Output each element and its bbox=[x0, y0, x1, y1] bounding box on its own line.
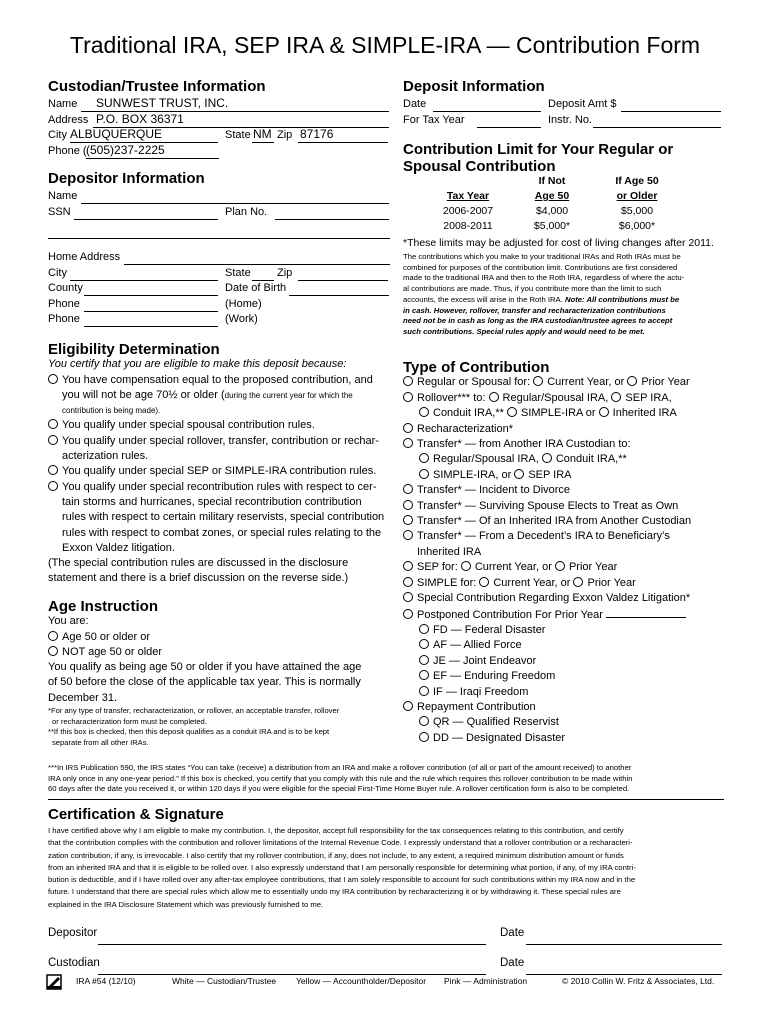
type-qr-radio[interactable] bbox=[419, 716, 429, 726]
type-surviving-spouse-radio[interactable] bbox=[403, 500, 413, 510]
type-heading: Type of Contribution bbox=[403, 359, 550, 376]
copy-white: White — Custodian/Trustee bbox=[172, 976, 277, 986]
type-sep-radio[interactable] bbox=[403, 561, 413, 571]
custodian-heading: Custodian/Trustee Information bbox=[48, 78, 266, 95]
deposit-instr-field[interactable] bbox=[593, 117, 721, 128]
type-transfer-sep-radio[interactable] bbox=[514, 469, 524, 479]
type-je-radio[interactable] bbox=[419, 655, 429, 665]
type-if-radio[interactable] bbox=[419, 686, 429, 696]
type-simple-radio[interactable] bbox=[403, 577, 413, 587]
custodian-zip-value: 87176 bbox=[300, 127, 334, 141]
type-divorce-radio[interactable] bbox=[403, 484, 413, 494]
type-simple-prior-radio[interactable] bbox=[573, 577, 583, 587]
limit-row: 2006-2007 $4,000 $5,000 bbox=[442, 205, 654, 217]
age-not-50-radio[interactable] bbox=[48, 646, 58, 656]
type-transfer-conduit-radio[interactable] bbox=[542, 453, 552, 463]
depositor-home-address-field[interactable] bbox=[124, 254, 390, 265]
type-sep-current-radio[interactable] bbox=[461, 561, 471, 571]
custodian-name-row: Name SUNWEST TRUST, INC. bbox=[48, 97, 390, 113]
type-ef-radio[interactable] bbox=[419, 670, 429, 680]
type-section: Type of Contribution Regular or Spousal for: Current Year, or Prior Year Rollover*** to: Regular/Spousal IRA, SEP IRA, Conduit IRA,** SIMPLE-IRA or Inherited IRA Recharacterization* Transfer* — from Another IRA Custodian to: Regular/Spousal IRA, Conduit IRA,** SIMPLE-IRA, or SEP IRA Transfer* — Incident to Divorce Transfer* — Surviving Spouse Elects to Treat as Own Transfer* — Of an Inherited IRA from Another Custodian Transfer* — From a Decedent’s IRA to Beneficiary’s Inherited IRA SEP for: Current Year, or Prior Year SIMPLE for: Current Year, or Prior Year Special Contribution Regarding Exxon Valdez Litigation* Postponed Contribution For Prior Year FD — Federal Disaster AF — Allied Force JE — Joint Endeavor EF — Enduring Freedom IF — Iraqi Freedom Repayment Contribution QR — Qualified Reservist DD — Designated Disaster bbox=[403, 360, 728, 746]
type-simple-current-radio[interactable] bbox=[479, 577, 489, 587]
type-exxon-radio[interactable] bbox=[403, 592, 413, 602]
custodian-phone-row: Phone ( (505)237-2225 bbox=[48, 144, 390, 160]
type-regular-current-radio[interactable] bbox=[533, 376, 543, 386]
type-af-radio[interactable] bbox=[419, 639, 429, 649]
depositor-name-field[interactable] bbox=[81, 193, 389, 204]
eligibility-sep-simple-radio[interactable] bbox=[48, 465, 58, 475]
depositor-signature-field[interactable] bbox=[98, 934, 486, 945]
custodian-address-row: Address P.O. BOX 36371 bbox=[48, 113, 390, 129]
depositor-extra-line[interactable] bbox=[48, 238, 390, 239]
depositor-date-field[interactable] bbox=[526, 934, 722, 945]
type-rollover-inherited-radio[interactable] bbox=[599, 407, 609, 417]
type-postponed-year-field[interactable] bbox=[606, 607, 686, 618]
copy-yellow: Yellow — Accountholder/Depositor bbox=[296, 976, 427, 986]
eligibility-rollover-radio[interactable] bbox=[48, 435, 58, 445]
eligibility-recontribution-radio[interactable] bbox=[48, 481, 58, 491]
type-sep-prior-radio[interactable] bbox=[555, 561, 565, 571]
limit-table: If Not If Age 50 Tax Year Age 50 or Older 2006-2007 $4,000 $5,000 2008-2011 $5,000* $6,000* bbox=[423, 174, 683, 234]
type-transfer-regular-radio[interactable] bbox=[419, 453, 429, 463]
deposit-heading: Deposit Information bbox=[403, 78, 545, 95]
rollover-note: ***In IRS Publication 590, the IRS states “You can take (receive) a distribution from an IRA and make a rollover contribution (of all or part of the amount received) to another IRA only once in any one-year period.” If this box is checked, you certify that you comply with this rule and the rule which requires this rollover contribution to be made within 60 days after the date you received it, or within 120 days if you were eligible for the special First-Time Home Buyer rule. A rollover certification form is also to be completed. bbox=[48, 763, 633, 794]
custodian-phone-value: (505)237-2225 bbox=[86, 142, 165, 157]
type-dd-radio[interactable] bbox=[419, 732, 429, 742]
age-section: Age Instruction You are: Age 50 or older or NOT age 50 or older You qualify as being age 50 or older if you have attained the age of 50 before the close of the applicable tax year. This is normally December 31. *For any type of transfer, recharacterization, or rollover, an acceptable transfer, rollover or recharacterization form must be completed. **If this box is checked, then this deposit qualifies as a conduit IRA and is to be kept separate from all other IRAs. bbox=[48, 599, 390, 748]
depositor-state-field[interactable] bbox=[252, 270, 274, 281]
eligibility-compensation-radio[interactable] bbox=[48, 374, 58, 384]
custodian-date-field[interactable] bbox=[526, 964, 722, 975]
depositor-plan-field[interactable] bbox=[275, 209, 389, 220]
limit-paragraph: The contributions which you make to your traditional IRAs and Roth IRAs must be combined for purposes of the contribution limit. Contributions are first considered made to the traditional IRA and then to the Roth IRA, regardless of where the actu- al contributions are made. Thus, if you contribute more than the limit to such accounts, the excess will arise in the Roth IRA. Note: All contributions must be in cash. However, rollover, transfer and recharacterization contributions need not be in cash as long as the IRA custodian/trustee agrees to accept such contributions. Special rules apply and would need to be met. bbox=[403, 252, 685, 336]
custodian-city-value: ALBUQUERQUE bbox=[70, 127, 163, 141]
depositor-signature-row: Depositor Date bbox=[48, 926, 728, 942]
depositor-work-phone-field[interactable] bbox=[84, 316, 218, 327]
copy-pink: Pink — Administration bbox=[444, 976, 528, 986]
form-number: IRA #54 (12/10) bbox=[76, 976, 136, 986]
depositor-ssn-field[interactable] bbox=[74, 209, 218, 220]
type-rollover-simple-radio[interactable] bbox=[507, 407, 517, 417]
certification-text: I have certified above why I am eligible to make my contribution. I, the depositor, accept full responsibility for the tax consequences relating to this contribution, and certify that the contribution complies with the contribution and rollover limitations of the Internal Revenue Code. I expressly understand that a rollover contribution or a recharacteri- zation contribution, if any, is irrevocable. I also certify that my rollover contribution, if any, does not include, to any extent, a required minimum distribution amount or funds from an inherited IRA and that it is eligible to be rolled over. I also expressly understand that I am personally responsible for determining what portion, if any, of my IRA contri- bution is deductible, and if I have rolled over any after-tax employee contributions, that I am solely responsible to account for such contributions within my IRA now and in the future. I understand that there are special rules which allow me to essentially undo my IRA contribution by recharacterizing it or by withdrawing it. These special rules are explained in the IRA Disclosure Statement which was previously furnished to me. bbox=[48, 826, 636, 909]
type-transfer-simple-radio[interactable] bbox=[419, 469, 429, 479]
age-heading: Age Instruction bbox=[48, 598, 159, 615]
type-decedent-radio[interactable] bbox=[403, 530, 413, 540]
limit-section: Contribution Limit for Your Regular or Spousal Contribution If Not If Age 50 Tax Year Age 50 or Older 2006-2007 $4,000 $5,000 2008-2011 $5,000* $6,000* *These limits may be adjusted for cost of living changes after 2011. The contributions which you make to your traditional IRAs and Roth IRAs must be combined for purposes of the contribution limit. Contributions are first considered made to the traditional IRA and then to the Roth IRA, regardless of where the actu- al contributions are made. Thus, if you contribute more than the limit to such accounts, the excess will arise in the Roth IRA. Note: All contributions must be in cash. However, rollover, transfer and recharacterization contributions need not be in cash as long as the IRA custodian/trustee agrees to accept such contributions. Special rules apply and would need to be met. bbox=[403, 141, 725, 175]
type-rollover-conduit-radio[interactable] bbox=[419, 407, 429, 417]
depositor-heading: Depositor Information bbox=[48, 170, 205, 187]
custodian-city-row: City ALBUQUERQUE State NM Zip 87176 bbox=[48, 128, 390, 144]
eligibility-section: Eligibility Determination You certify that you are eligible to make this deposit because: You have compensation equal to the proposed contribution, and you will not be age 70½ or older (during the current year for which the contribution is being made). You qualify under special spousal contribution rules. You qualify under special rollover, transfer, contribution or rechar- acterization rules. You qualify under special SEP or SIMPLE-IRA contribution rules. You qualify under special recontribution rules with respect to cer- tain storms and hurricanes, special recontribution contribution rules with respect to certain military reservists, special contribution rules with respect to combat zones, or special rules relating to the Exxon Valdez litigation. (The special contribution rules are discussed in the disclosure statement and there is a brief discussion on the reverse side.) bbox=[48, 342, 390, 587]
type-rollover-regular-radio[interactable] bbox=[489, 392, 499, 402]
deposit-date-field[interactable] bbox=[433, 101, 541, 112]
type-inherited-transfer-radio[interactable] bbox=[403, 515, 413, 525]
custodian-state-value: NM bbox=[253, 127, 272, 141]
depositor-home-phone-field[interactable] bbox=[84, 301, 218, 312]
age-50-or-older-radio[interactable] bbox=[48, 631, 58, 641]
certification-section bbox=[48, 806, 728, 911]
limit-row: 2008-2011 $5,000* $6,000* bbox=[443, 220, 656, 232]
form-title: Traditional IRA, SEP IRA & SIMPLE-IRA — Contribution Form bbox=[69, 32, 701, 58]
custodian-section bbox=[48, 78, 390, 159]
copyright: © 2010 Collin W. Fritz & Associates, Ltd. bbox=[562, 976, 715, 986]
deposit-amount-field[interactable] bbox=[621, 101, 721, 112]
type-transfer-radio[interactable] bbox=[403, 438, 413, 448]
type-rollover-radio[interactable] bbox=[403, 392, 413, 402]
custodian-name-value: SUNWEST TRUST, INC. bbox=[96, 96, 229, 110]
type-repayment-radio[interactable] bbox=[403, 701, 413, 711]
divider bbox=[48, 799, 724, 800]
eligibility-spousal-radio[interactable] bbox=[48, 419, 58, 429]
certification-heading: Certification & Signature bbox=[48, 806, 224, 823]
type-recharacterization-radio[interactable] bbox=[403, 423, 413, 433]
type-regular-radio[interactable] bbox=[403, 376, 413, 386]
type-postponed-radio[interactable] bbox=[403, 609, 413, 619]
deposit-tax-year-field[interactable] bbox=[477, 117, 541, 128]
depositor-dob-field[interactable] bbox=[289, 285, 389, 296]
depositor-city-field[interactable] bbox=[70, 270, 218, 281]
form-logo-icon bbox=[46, 974, 62, 990]
type-rollover-sep-radio[interactable] bbox=[611, 392, 621, 402]
deposit-section: Deposit Information Date Deposit Amt $ For Tax Year Instr. No. bbox=[403, 78, 723, 128]
depositor-section: Depositor Information Name SSN Plan No. Home Address City State Zip County Date of Birth Phone (Home) Phone (Work) bbox=[48, 170, 390, 328]
custodian-signature-field[interactable] bbox=[98, 964, 486, 975]
custodian-address-value: P.O. BOX 36371 bbox=[96, 111, 184, 126]
custodian-signature-row: Custodian Date bbox=[48, 956, 728, 972]
depositor-zip-field[interactable] bbox=[298, 270, 388, 281]
type-regular-prior-radio[interactable] bbox=[627, 376, 637, 386]
depositor-county-field[interactable] bbox=[84, 285, 218, 296]
eligibility-heading: Eligibility Determination bbox=[48, 341, 220, 358]
type-fd-radio[interactable] bbox=[419, 624, 429, 634]
